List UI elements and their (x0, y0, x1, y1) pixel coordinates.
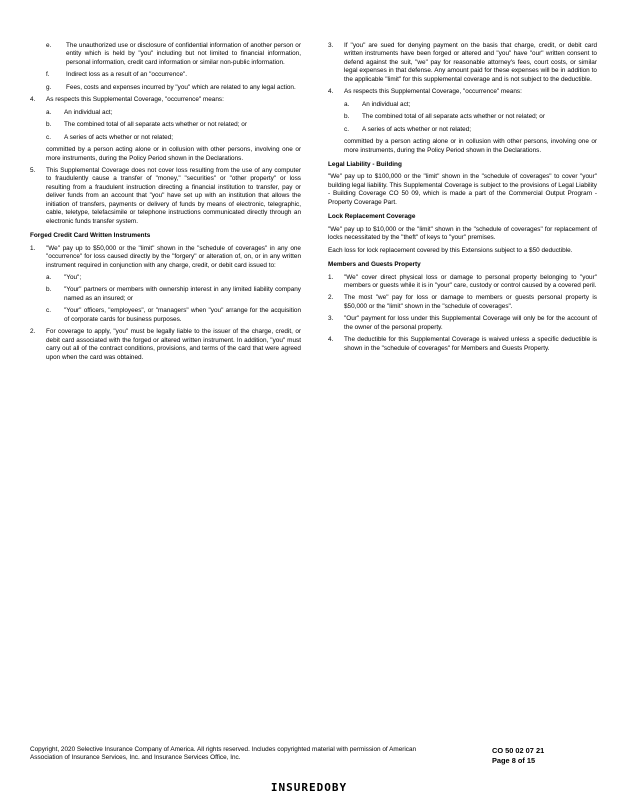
list-item-g: g. Fees, costs and expenses incurred by "you" which are related to any legal action. (46, 83, 296, 91)
list-item-4: 4. As respects this Supplemental Coverage, "occurrence" means: (328, 88, 522, 96)
list-item-4c: c. A series of acts whether or not related; (344, 125, 472, 133)
list-item-forged-1a: a. "You"; (46, 273, 82, 281)
section-heading-forged-credit-card: Forged Credit Card Written Instruments (30, 232, 151, 240)
section-heading-members-guests: Members and Guests Property (328, 261, 421, 269)
page-number: Page 8 of 15 (492, 755, 536, 765)
list-item-4b: b. The combined total of all separate acts whether or not related; or (344, 113, 545, 121)
copyright-footer: Copyright, 2020 Selective Insurance Company of America. All rights reserved. Includes copyrighted material with permission of American Association of Insurance Services, Inc. and Insurance Services Office, Inc. (30, 746, 417, 762)
list-item-forged-1c: c. "Your" officers, "employees", or "managers" when "you" arrange for the acquisition of corporate cards for business purposes. (46, 307, 301, 323)
list-item-4b: b. The combined total of all separate acts whether or not related; or (46, 121, 247, 129)
list-item-forged-1b: b. "Your" partners or members with ownership interest in any limited liability company named as an insured; or (46, 286, 301, 302)
list-item-members-2: 2. The most "we" pay for loss or damage to members or guests personal property is $50,000 or the "limit" shown in the "schedule of coverages". (328, 294, 597, 310)
list-item-3: 3. If "you" are sued for denying payment on the basis that charge, credit, or debit card written instruments have been forged or altered and "you" have "our" written consent to defend against the suit, "we" pay for reasonable attorney's fees, court costs, or similar legal expenses in that defense. Any amount paid for these expenses will be in addition to the applicable "limit" for this supplemental coverage and is not subject to the deductible. (328, 42, 597, 83)
list-item-e: e. The unauthorized use or disclosure of confidential information of another person or entity which is held by "you" including but not limited to financial information, personal information, credit card information or similar non-public information. (46, 42, 301, 66)
brand-watermark: INSUREDOBY (270, 781, 348, 794)
list-item-4a: a. An individual act; (344, 100, 411, 108)
form-info (492, 746, 582, 765)
occurrence-tail-text: committed by a person acting alone or in collusion with other persons, involving one or more instruments, during the Policy Period shown in the Declarations. (344, 138, 597, 154)
section-heading-legal-liability: Legal Liability - Building (328, 160, 402, 168)
left-column (30, 42, 301, 366)
lock-replacement-text: "We" pay up to $10,000 or the "limit" shown in the "schedule of coverages" for replacement of locks necessitated by the "theft" of keys to "your" premises. (328, 225, 597, 242)
list-item-members-1: 1. "We" cover direct physical loss or damage to personal property belonging to "your" members or guests while it is in "your" care, custody or control caused by a covered peril. (328, 273, 597, 289)
list-item-5: 5. This Supplemental Coverage does not cover loss resulting from the use of any computer to fraudulently cause a transfer of "money," "securities" or "other property" or loss resulting from a fraudulent instruction directing a financial institution to transfer, pay or deliver funds from an account that "you" have set up with an institution that allows the initiation of transfers, payments or delivery of funds by means of electronic, telegraphic, cable, teletype, telefacsimile or telephone instructions communicated directly through an electronic funds transfer system. (30, 166, 301, 225)
occurrence-tail-text: committed by a person acting alone or in collusion with other persons, involving one or more instruments, during the Policy Period shown in the Declarations. (46, 146, 301, 162)
lock-deductible-text: Each loss for lock replacement covered by this Extensions subject to a $50 deductible. (328, 246, 573, 254)
list-item-members-4: 4. The deductible for this Supplemental Coverage is waived unless a specific deductible is shown in the "schedule of coverages" for Members and Guests Property. (328, 336, 597, 352)
list-item-forged-2: 2. For coverage to apply, "you" must be legally liable to the issuer of the charge, credit, or debit card associated with the forged or altered written instrument. In addition, "you" must carry out all of the contract conditions, provisions, and terms of the card that were agreed upon when the card was obtained. (30, 328, 301, 361)
list-item-4: 4. As respects this Supplemental Coverage, "occurrence" means: (30, 96, 224, 104)
list-item-members-3: 3. "Our" payment for loss under this Supplemental Coverage will only be for the account of the owner of the personal property. (328, 315, 597, 331)
legal-liability-text: "We" pay up to $100,000 or the "limit" shown in the "schedule of coverages" to cover "your" building legal liability. This Supplemental Coverage is subject to the provisions of Legal Liability - Building Coverage CO 50 09, which is made a part of the Commercial Output Program - Property Coverage Part. (328, 173, 597, 206)
section-heading-lock-replacement: Lock Replacement Coverage (328, 213, 416, 221)
list-item-f: f. Indirect loss as a result of an "occurrence". (46, 71, 188, 79)
list-item-4c: c. A series of acts whether or not related; (46, 133, 174, 141)
form-number: CO 50 02 07 21 (492, 746, 545, 755)
list-item-4a: a. An individual act; (46, 108, 113, 116)
right-column (328, 42, 597, 357)
list-item-forged-1: 1. "We" pay up to $50,000 or the "limit" shown in the "schedule of coverages" in any one "occurrence" for loss caused directly by the "forgery" or alteration of, on, or in any written instrument required in conjunction with any charge, credit, or debit card issued to: (30, 244, 301, 269)
